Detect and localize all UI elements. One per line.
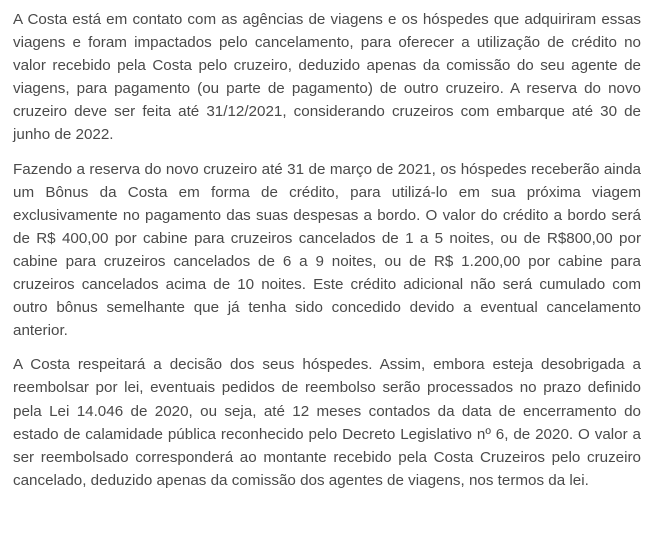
paragraph-onboard-bonus: Fazendo a reserva do novo cruzeiro até 31 de março de 2021, os hóspedes receberão ainda um Bônus da Costa em forma de crédito, para utilizá-lo em sua próxima viagem exclusivamente no pagamento das suas despesas a bordo. O valor do crédito a bordo será de R$ 400,00 por cabine para cruzeiros cancelados de 1 a 5 noites, ou de R$800,00 por cabine para cruzeiros cancelados de 6 a 9 noites, ou de R$ 1.200,00 por cabine para cruzeiros cancelados acima de 10 noites. Este crédito adicional não será cumulado com outro bônus semelhante que já tenha sido concedido devido a eventual cancelamento anterior. [13,160,641,340]
paragraph-refund-policy: A Costa respeitará a decisão dos seus hóspedes. Assim, embora esteja desobrigada a reembolsar por lei, eventuais pedidos de reembolso serão processados no prazo definido pela Lei 14.046 de 2020, ou seja, até 12 meses contados da data de encerramento do estado de calamidade pública reconhecido pelo Decreto Legislativo nº 6, de 2020. O valor a ser reembolsado corresponderá ao montante recebido pela Costa Cruzeiros pelo cruzeiro cancelado, deduzido apenas da comissão dos agentes de viagens, nos termos da lei. [13,356,641,489]
paragraph-credit-offer: A Costa está em contato com as agências de viagens e os hóspedes que adquiriram essas viagens e foram impactados pelo cancelamento, para oferecer a utilização de crédito no valor recebido pela Costa pelo cruzeiro, deduzido apenas da comissão do seu agente de viagens, para pagamento (ou parte de pagamento) de outro cruzeiro. A reserva do novo cruzeiro deve ser feita até 31/12/2021, considerando cruzeiros com embarque até 30 de junho de 2022. [13,11,641,144]
